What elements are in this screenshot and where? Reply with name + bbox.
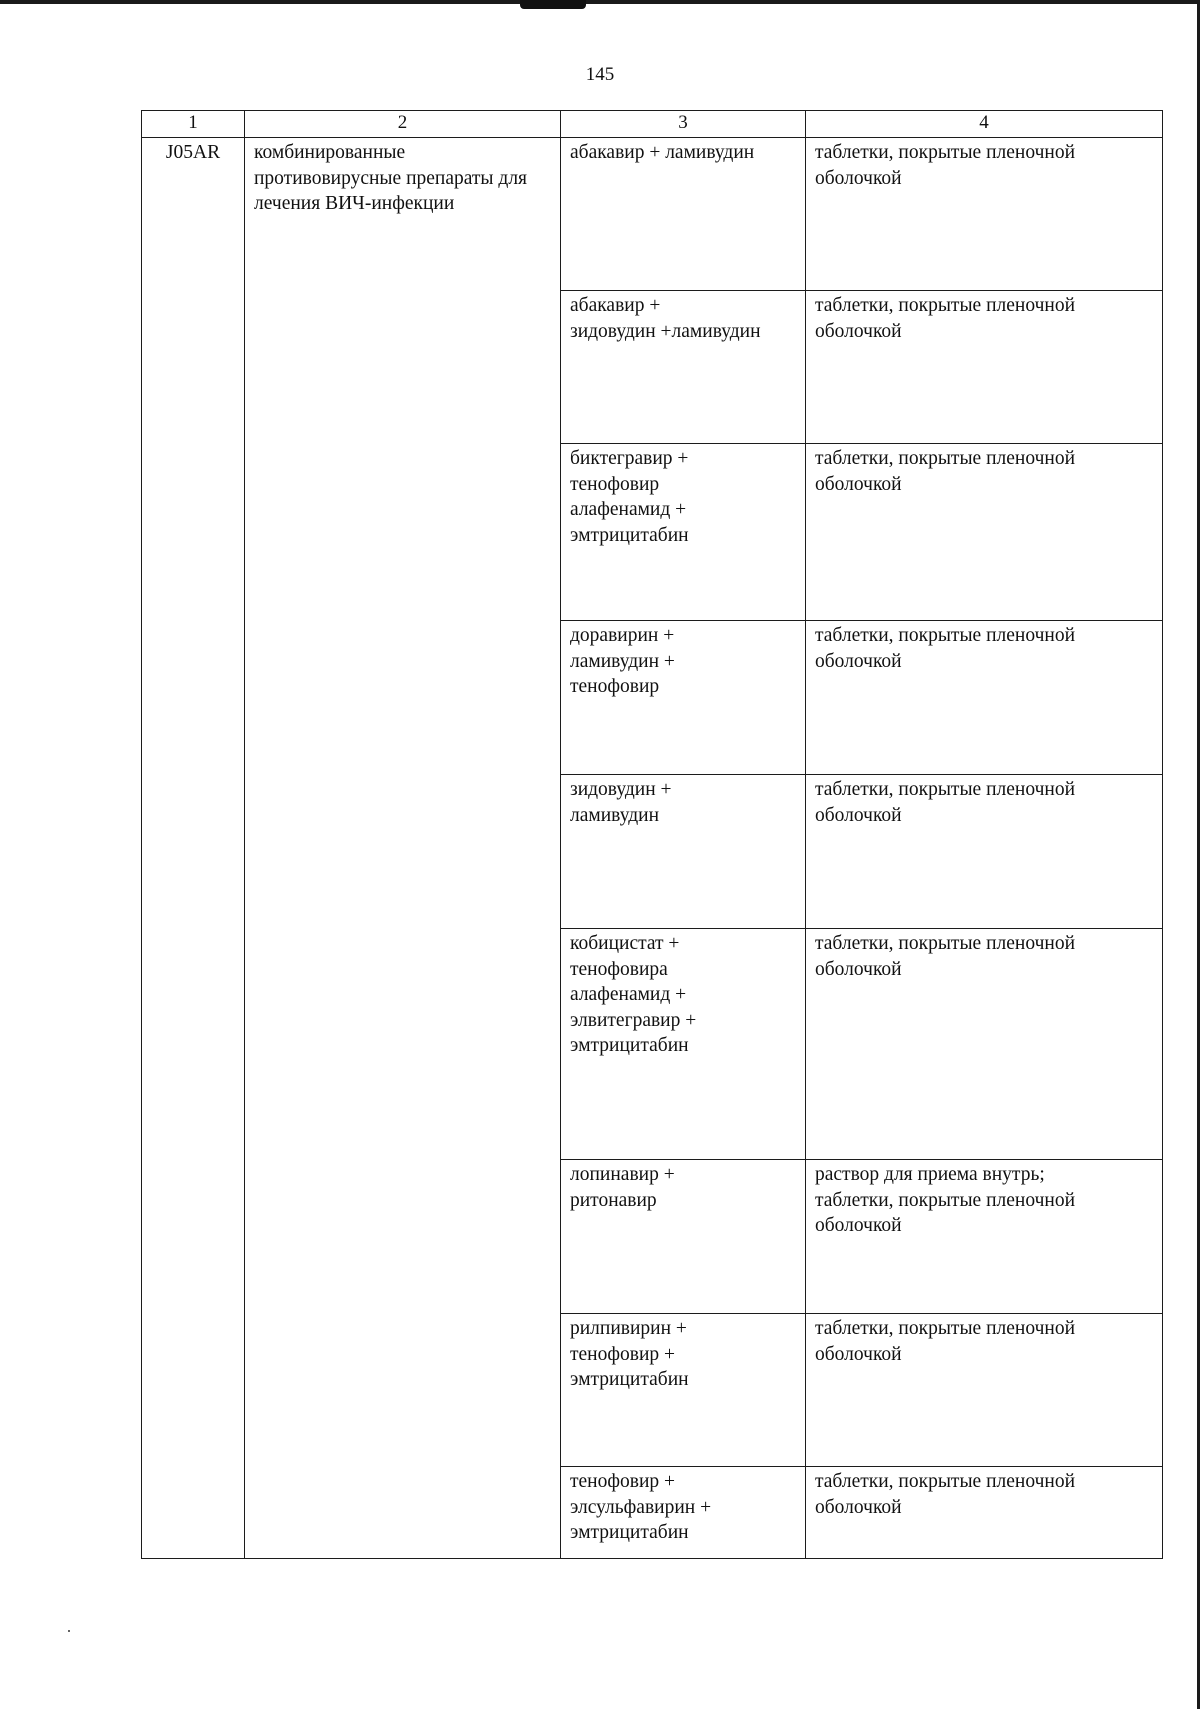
dosage-form-cell: таблетки, покрытые пленочной оболочкой	[806, 1314, 1163, 1467]
medication-table	[141, 110, 1163, 1559]
dosage-form-cell: таблетки, покрытые пленочной оболочкой	[806, 621, 1163, 775]
substance-cell: зидовудин + ламивудин	[561, 775, 806, 929]
dosage-form-cell: таблетки, покрытые пленочной оболочкой	[806, 1467, 1163, 1559]
column-header-2: 2	[245, 111, 561, 138]
dosage-form-cell: таблетки, покрытые пленочной оболочкой	[806, 138, 1163, 291]
table-header-row	[142, 111, 1163, 138]
scan-border-top	[0, 0, 1200, 4]
dosage-form-cell: раствор для приема внутрь; таблетки, покрытые пленочной оболочкой	[806, 1160, 1163, 1314]
column-header-4: 4	[806, 111, 1163, 138]
atc-code: J05AR	[142, 138, 245, 1559]
dosage-form-cell: таблетки, покрытые пленочной оболочкой	[806, 444, 1163, 621]
substance-cell: биктегравир + тенофовир алафенамид + эмтрицитабин	[561, 444, 806, 621]
table-row	[142, 138, 1163, 291]
column-header-1: 1	[142, 111, 245, 138]
substance-cell: тенофовир + элсульфавирин + эмтрицитабин	[561, 1467, 806, 1559]
substance-cell: лопинавир + ритонавир	[561, 1160, 806, 1314]
scan-artifact	[520, 0, 586, 9]
substance-cell: абакавир + зидовудин +ламивудин	[561, 291, 806, 444]
page-number: 145	[585, 64, 615, 85]
substance-cell: абакавир + ламивудин	[561, 138, 806, 291]
dosage-form-cell: таблетки, покрытые пленочной оболочкой	[806, 291, 1163, 444]
column-header-3: 3	[561, 111, 806, 138]
scan-dot	[68, 1630, 70, 1632]
substance-cell: доравирин + ламивудин + тенофовир	[561, 621, 806, 775]
dosage-form-cell: таблетки, покрытые пленочной оболочкой	[806, 929, 1163, 1160]
substance-cell: рилпивирин + тенофовир + эмтрицитабин	[561, 1314, 806, 1467]
group-description: комбинированные противовирусные препараты для лечения ВИЧ-инфекции	[245, 138, 561, 1559]
dosage-form-cell: таблетки, покрытые пленочной оболочкой	[806, 775, 1163, 929]
substance-cell: кобицистат + тенофовира алафенамид + элвитегравир + эмтрицитабин	[561, 929, 806, 1160]
